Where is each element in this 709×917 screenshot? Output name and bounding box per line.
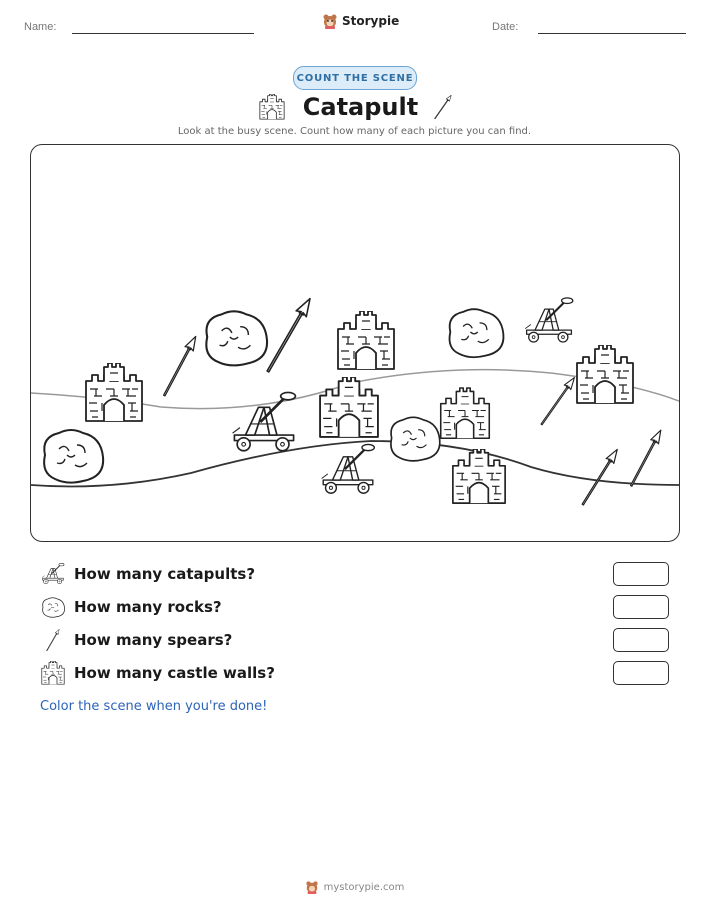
spear-icon [429,91,458,124]
brand-logo [322,13,399,29]
rock-icon [40,594,66,620]
answer-box-rocks[interactable] [613,595,669,619]
scene-rock [44,430,103,483]
page-title: Catapult [302,93,419,121]
title-row [0,90,709,124]
scene-castle-wall [86,363,142,421]
question-text: How many rocks? [74,598,222,616]
scene-rock [206,311,267,365]
footer [0,880,709,894]
name-line[interactable] [72,33,254,34]
scene-catapult [525,298,573,342]
activity-badge: COUNT THE SCENE [293,66,417,90]
scene-rock [391,417,440,461]
name-label: Name: [24,21,57,33]
question-row-castle-walls [40,659,680,687]
scene-spear [579,447,621,507]
footer-site[interactable]: mystorypie.com [323,881,405,893]
bear-logo-icon [322,13,338,29]
question-text: How many catapults? [74,565,256,583]
brand-name: Storypie [342,14,400,28]
question-text: How many castle walls? [74,664,275,682]
answer-box-catapults[interactable] [613,562,669,586]
catapult-icon [40,561,66,587]
question-row-catapults [40,560,680,588]
scene-panel [30,144,680,542]
scene-castle-wall [577,345,633,403]
scene-castle-wall [320,377,378,437]
answer-box-spears[interactable] [613,628,669,652]
scene-spear [160,334,200,397]
scene-spear [538,375,577,427]
color-instruction: Color the scene when you're done! [40,699,268,714]
scene-spear [263,296,315,375]
scene-rock [450,309,504,357]
scene-castle-wall [338,311,394,369]
scene-illustration [31,145,679,541]
question-row-rocks [40,593,680,621]
date-line[interactable] [538,33,686,34]
scene-spear [627,428,664,488]
question-row-spears [40,626,680,654]
scene-castle-wall [441,388,490,438]
castle-wall-icon [40,660,66,686]
bear-logo-icon [305,880,319,894]
castle-wall-icon [259,94,285,120]
answer-box-castle-walls[interactable] [613,661,669,685]
question-text: How many spears? [74,631,233,649]
instructions: Look at the busy scene. Count how many of each picture you can find. [177,126,532,137]
date-label: Date: [492,21,519,33]
scene-catapult [322,444,375,493]
spear-icon [40,627,66,653]
